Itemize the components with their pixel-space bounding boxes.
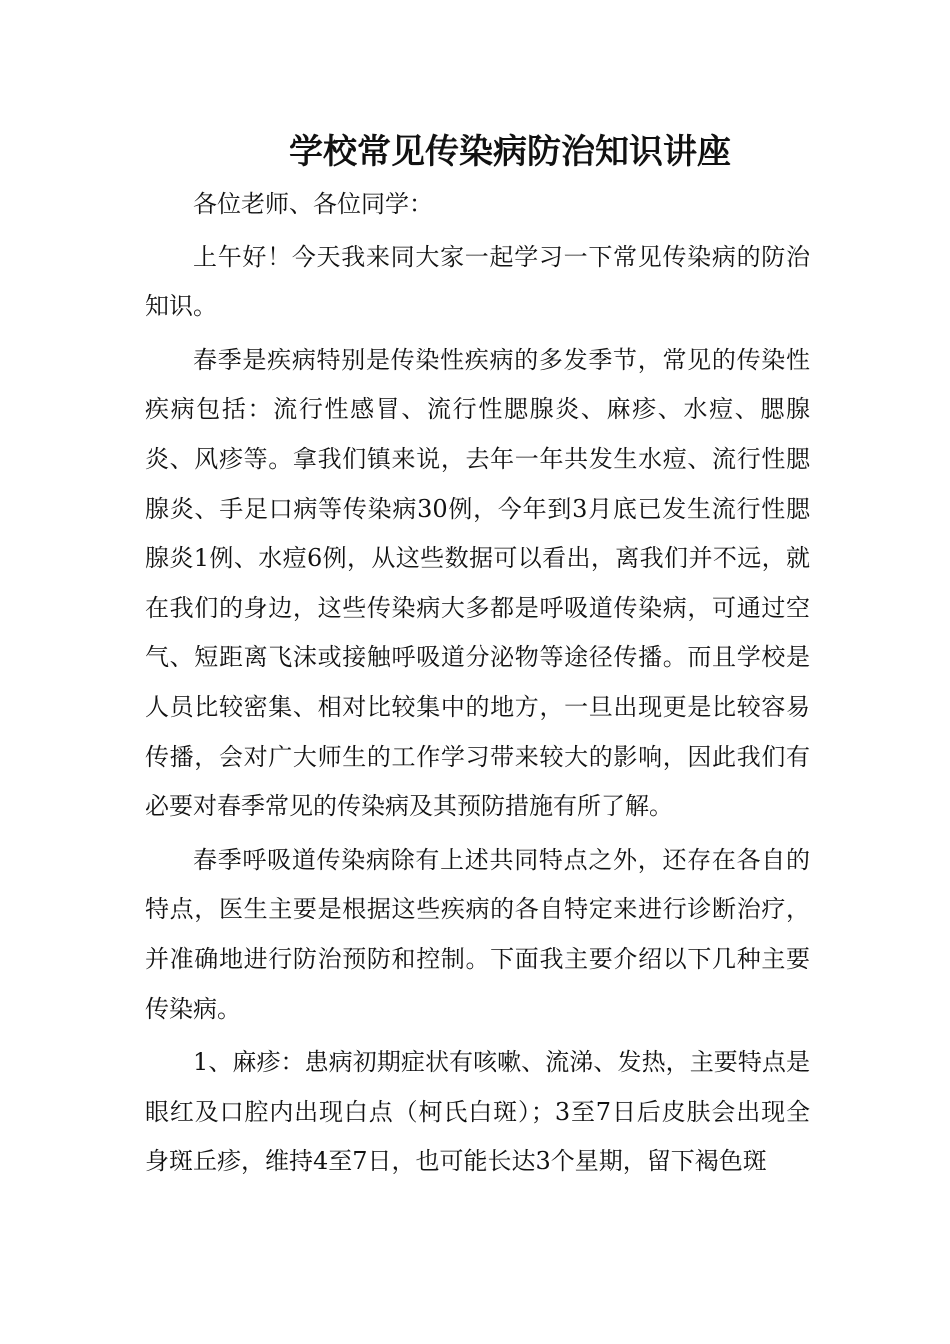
paragraph-spring-diseases: 春季是疾病特别是传染性疾病的多发季节，常见的传染性疾病包括：流行性感冒、流行性腮腺炎、麻疹、水痘、腮腺炎、风疹等。拿我们镇来说，去年一年共发生水痘、流行性腮腺炎、手足口病等传染病30例，今年到3月底已发生流行性腮腺炎1例、水痘6例，从这些数据可以看出，离我们并不远，就在我们的身边，这些传染病大多都是呼吸道传染病，可通过空气、短距离飞沫或接触呼吸道分泌物等途径传播。而且学校是人员比较密集、相对比较集中的地方，一旦出现更是比较容易传播，会对广大师生的工作学习带来较大的影响，因此我们有必要对春季常见的传染病及其预防措施有所了解。 <box>145 345 810 821</box>
paragraph-measles: 1、麻疹：患病初期症状有咳嗽、流涕、发热，主要特点是眼红及口腔内出现白点（柯氏白斑）；3至7日后皮肤会出现全身斑丘疹，维持4至7日，也可能长达3个星期，留下褐色斑 <box>145 1048 810 1176</box>
paragraph-greeting: 上午好！今天我来同大家一起学习一下常见传染病的防治知识。 <box>145 242 810 321</box>
document-body <box>145 180 810 1187</box>
paragraph-respiratory-features: 春季呼吸道传染病除有上述共同特点之外，还存在各自的特点，医生主要是根据这些疾病的各自特定来进行诊断治疗，并准确地进行防治预防和控制。下面我主要介绍以下几种主要传染病。 <box>145 845 810 1023</box>
document-title: 学校常见传染病防治知识讲座 <box>289 132 731 172</box>
salutation: 各位老师、各位同学： <box>193 190 433 218</box>
